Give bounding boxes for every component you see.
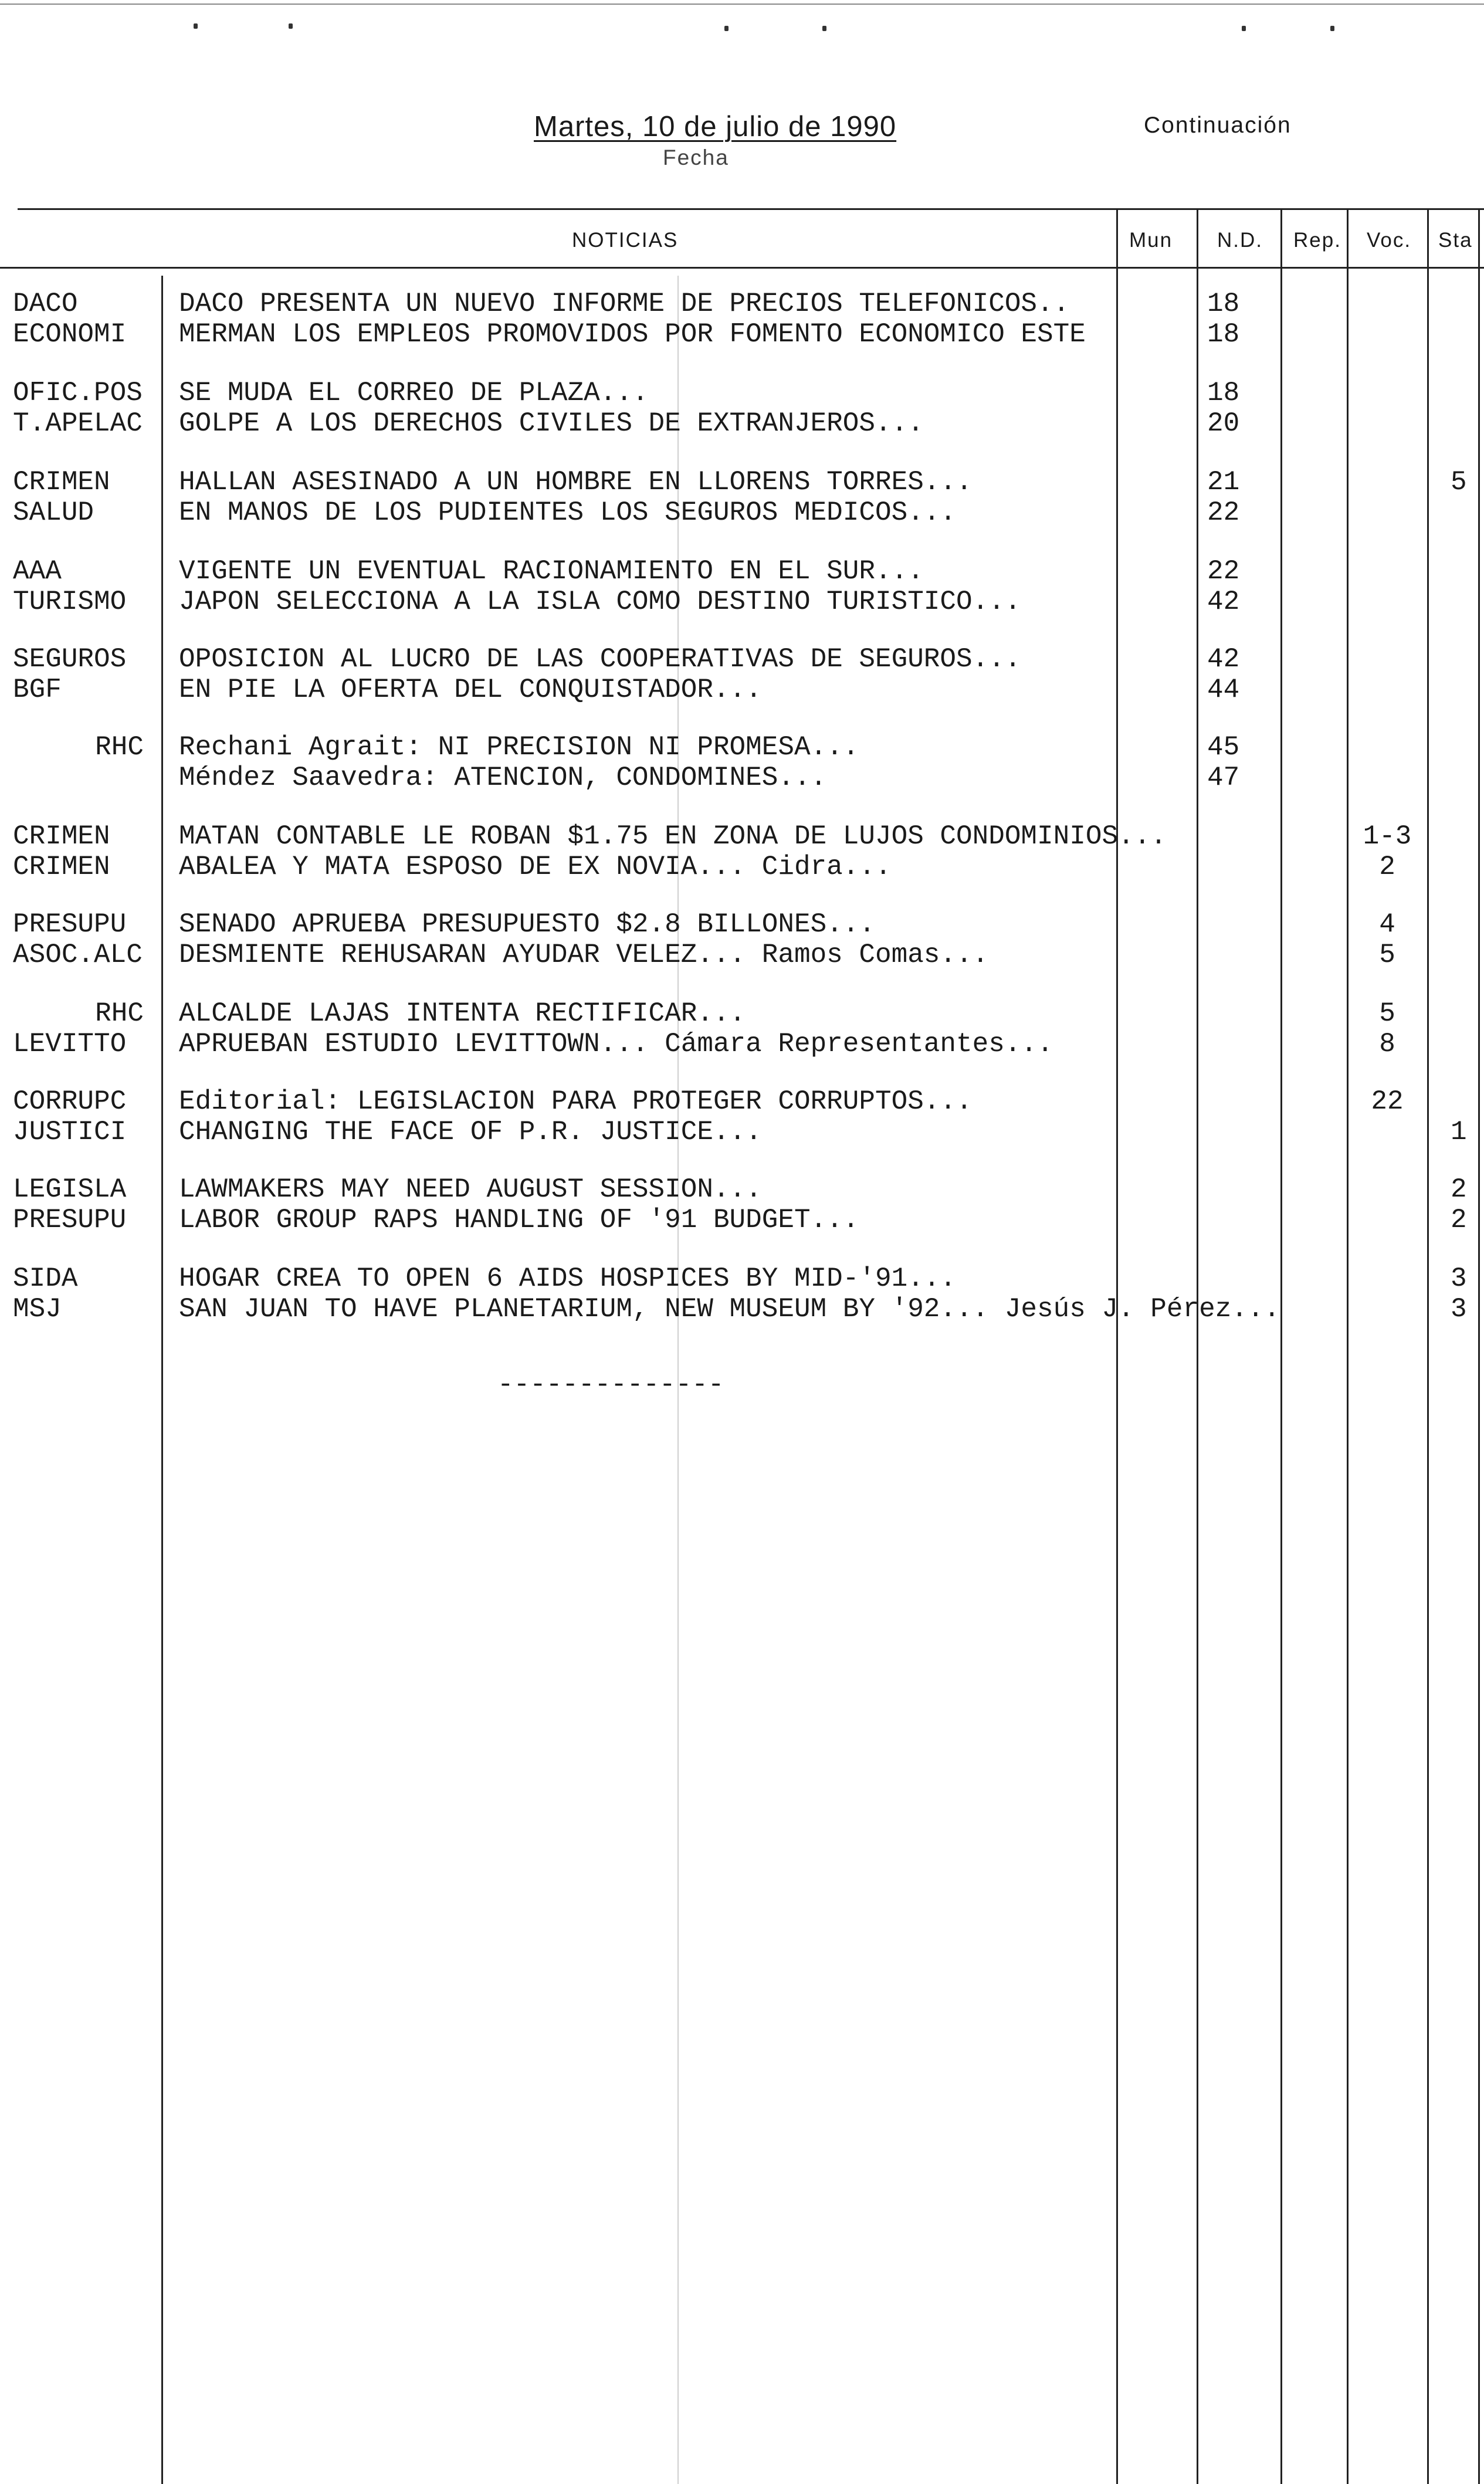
row-nd-page: 18 [1207, 289, 1240, 319]
row-sta-page: 2 [1451, 1174, 1467, 1205]
row-headline: SENADO APRUEBA PRESUPUESTO $2.8 BILLONES... [179, 909, 875, 940]
row-voc-page: 2 [1379, 852, 1395, 882]
row-headline: MATAN CONTABLE LE ROBAN $1.75 EN ZONA DE LUJOS CONDOMINIOS... [179, 821, 1167, 852]
row-sta-page: 3 [1451, 1263, 1467, 1294]
row-topic: JUSTICI [13, 1117, 127, 1147]
row-headline: SAN JUAN TO HAVE PLANETARIUM, NEW MUSEUM BY '92... Jesús J. Pérez... [179, 1294, 1280, 1324]
row-nd-page: 45 [1207, 732, 1240, 763]
row-topic: DACO [13, 289, 78, 319]
column-rule-topic [161, 276, 163, 2484]
row-headline: DACO PRESENTA UN NUEVO INFORME DE PRECIOS TELEFONICOS.. [179, 289, 1070, 319]
row-topic: T.APELAC [13, 408, 143, 439]
row-nd-page: 44 [1207, 675, 1240, 705]
row-headline: LAWMAKERS MAY NEED AUGUST SESSION... [179, 1174, 762, 1205]
registration-mark [724, 26, 729, 31]
row-topic: MSJ [13, 1294, 62, 1324]
row-topic: CRIMEN [13, 852, 110, 882]
row-topic: RHC [95, 998, 144, 1029]
row-topic: BGF [13, 675, 62, 705]
row-voc-page: 4 [1379, 909, 1395, 940]
row-headline: SE MUDA EL CORREO DE PLAZA... [179, 378, 649, 408]
row-headline: VIGENTE UN EVENTUAL RACIONAMIENTO EN EL SUR... [179, 556, 924, 587]
column-header-rep: Rep. [1293, 229, 1341, 252]
row-nd-page: 22 [1207, 497, 1240, 528]
row-nd-page: 20 [1207, 408, 1240, 439]
row-voc-page: 5 [1379, 998, 1395, 1029]
column-header-mun: Mun [1129, 229, 1173, 252]
row-headline: Editorial: LEGISLACION PARA PROTEGER CORRUPTOS... [179, 1086, 973, 1117]
row-voc-page: 22 [1371, 1086, 1404, 1117]
registration-mark [1242, 26, 1246, 31]
continuation-label: Continuación [1144, 113, 1292, 138]
top-edge-rule [0, 4, 1484, 5]
registration-mark [194, 23, 198, 29]
row-headline: GOLPE A LOS DERECHOS CIVILES DE EXTRANJEROS... [179, 408, 924, 439]
row-topic: ASOC.ALC [13, 940, 143, 970]
row-nd-page: 22 [1207, 556, 1240, 587]
date-heading: Martes, 10 de julio de 1990 [534, 111, 897, 143]
column-header-noticias: NOTICIAS [572, 229, 679, 252]
row-headline: LABOR GROUP RAPS HANDLING OF '91 BUDGET... [179, 1205, 859, 1235]
column-rule-voc [1347, 208, 1349, 2484]
registration-mark [1330, 26, 1334, 31]
row-topic: RHC [95, 732, 144, 763]
row-voc-page: 1-3 [1363, 821, 1412, 852]
row-sta-page: 5 [1451, 467, 1467, 497]
row-voc-page: 5 [1379, 940, 1395, 970]
row-headline: Méndez Saavedra: ATENCION, CONDOMINES... [179, 763, 827, 793]
row-topic: CORRUPC [13, 1086, 127, 1117]
row-topic: LEVITTO [13, 1029, 127, 1059]
row-headline: JAPON SELECCIONA A LA ISLA COMO DESTINO TURISTICO... [179, 587, 1021, 617]
column-header-sta: Sta [1438, 229, 1473, 252]
column-rule-nd [1197, 208, 1198, 2484]
row-topic: OFIC.POS [13, 378, 143, 408]
row-topic: SEGUROS [13, 644, 127, 675]
row-nd-page: 18 [1207, 319, 1240, 350]
column-header-voc: Voc. [1367, 229, 1412, 252]
row-headline: ABALEA Y MATA ESPOSO DE EX NOVIA... Cidra... [179, 852, 892, 882]
row-topic: SIDA [13, 1263, 78, 1294]
row-topic: ECONOMI [13, 319, 127, 350]
row-headline: APRUEBAN ESTUDIO LEVITTOWN... Cámara Representantes... [179, 1029, 1053, 1059]
row-topic: SALUD [13, 497, 94, 528]
row-nd-page: 47 [1207, 763, 1240, 793]
end-of-list-rule: -------------- [497, 1370, 724, 1400]
row-sta-page: 2 [1451, 1205, 1467, 1235]
row-headline: CHANGING THE FACE OF P.R. JUSTICE... [179, 1117, 762, 1147]
row-headline: Rechani Agrait: NI PRECISION NI PROMESA... [179, 732, 859, 763]
table-top-rule [18, 208, 1484, 210]
registration-mark [289, 23, 293, 29]
row-topic: TURISMO [13, 587, 127, 617]
row-nd-page: 21 [1207, 467, 1240, 497]
column-header-nd: N.D. [1217, 229, 1263, 252]
row-voc-page: 8 [1379, 1029, 1395, 1059]
row-topic: PRESUPU [13, 909, 127, 940]
row-topic: LEGISLA [13, 1174, 127, 1205]
date-label: Fecha [663, 145, 729, 170]
column-rule-sta [1427, 208, 1429, 2484]
row-topic: AAA [13, 556, 62, 587]
column-rule-right-edge [1478, 208, 1480, 2484]
row-headline: DESMIENTE REHUSARAN AYUDAR VELEZ... Ramos Comas... [179, 940, 989, 970]
row-sta-page: 3 [1451, 1294, 1467, 1324]
row-topic: PRESUPU [13, 1205, 127, 1235]
row-headline: HALLAN ASESINADO A UN HOMBRE EN LLORENS TORRES... [179, 467, 973, 497]
row-nd-page: 42 [1207, 587, 1240, 617]
row-headline: HOGAR CREA TO OPEN 6 AIDS HOSPICES BY MID-'91... [179, 1263, 957, 1294]
row-headline: OPOSICION AL LUCRO DE LAS COOPERATIVAS DE SEGUROS... [179, 644, 1021, 675]
row-sta-page: 1 [1451, 1117, 1467, 1147]
row-headline: MERMAN LOS EMPLEOS PROMOVIDOS POR FOMENTO ECONOMICO ESTE [179, 319, 1086, 350]
column-rule-rep [1280, 208, 1282, 2484]
row-headline: ALCALDE LAJAS INTENTA RECTIFICAR... [179, 998, 746, 1029]
row-headline: EN MANOS DE LOS PUDIENTES LOS SEGUROS MEDICOS... [179, 497, 957, 528]
row-topic: CRIMEN [13, 467, 110, 497]
row-nd-page: 18 [1207, 378, 1240, 408]
column-rule-mun [1116, 208, 1118, 2484]
row-nd-page: 42 [1207, 644, 1240, 675]
row-topic: CRIMEN [13, 821, 110, 852]
registration-mark [822, 26, 826, 31]
row-headline: EN PIE LA OFERTA DEL CONQUISTADOR... [179, 675, 762, 705]
table-header-rule [0, 267, 1484, 269]
